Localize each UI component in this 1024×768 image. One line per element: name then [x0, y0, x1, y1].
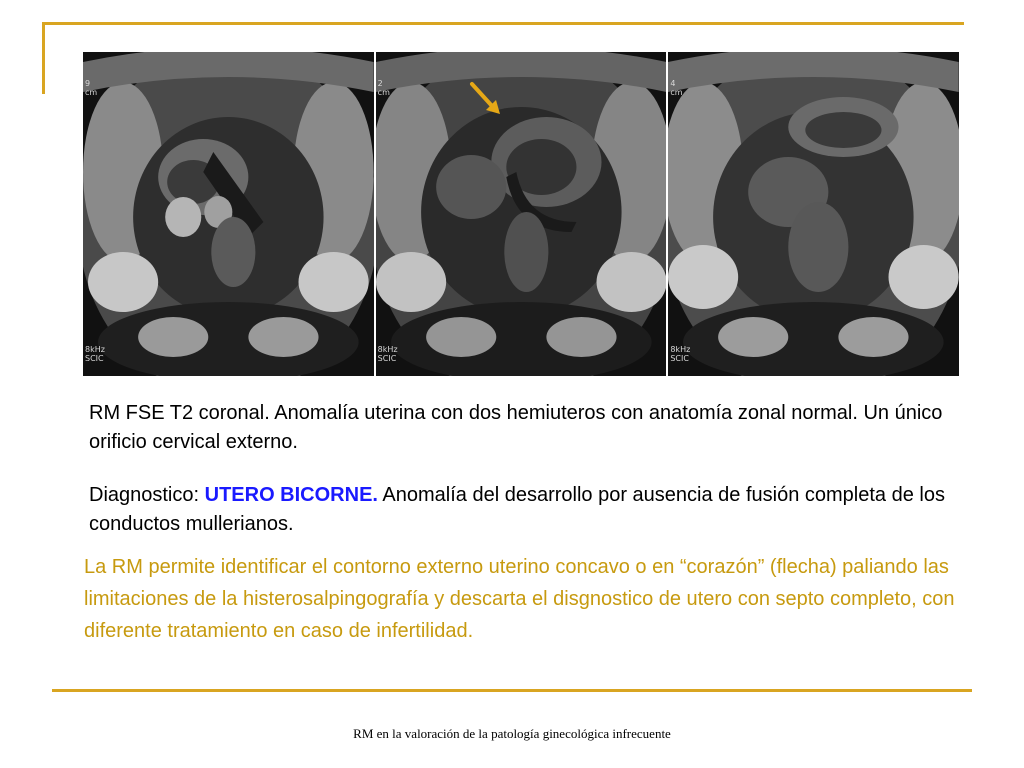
slide-footer: RM en la valoración de la patología ginecológica infrecuente [353, 726, 671, 741]
diagnosis-suffix: Anomalía del desarrollo por ausencia de fusión completa de los conductos mullerianos. [89, 484, 945, 535]
diagnosis-prefix: Diagnostico: [89, 484, 205, 506]
diagnosis-term: UTERO BICORNE. [204, 484, 378, 506]
panel-1-bottom-tag: 8kHz SCIC [85, 345, 105, 363]
mri-scan-2 [376, 52, 667, 376]
mri-panel-3 [668, 52, 959, 376]
panel-3-bottom-tag: 8kHz SCIC [670, 345, 691, 363]
bottom-rule [52, 689, 972, 692]
mri-image-strip [83, 52, 959, 376]
rm-note: La RM permite identificar el contorno externo uterino concavo o en “corazón” (flecha) paliando las limitaciones de la histerosalpingografía y descarta el disgnostico de utero con septo completo, con diferente tratamiento en caso de infertilidad. [84, 556, 955, 642]
mri-panel-1 [83, 52, 374, 376]
panel-2-bottom-tag: 8kHz SCIC [377, 345, 398, 363]
mri-scan-3 [668, 52, 959, 376]
arrow-down-right-icon [466, 80, 506, 120]
panel-2-top-tag: 2 cm [377, 79, 390, 97]
left-rule [42, 22, 45, 94]
caption-diagnosis [89, 481, 949, 539]
panel-1-top-tag: 9 cm [85, 79, 98, 97]
mri-scan-1 [83, 52, 374, 376]
top-rule [42, 22, 964, 25]
panel-3-top-tag: 4 cm [670, 79, 683, 97]
mri-panel-2 [376, 52, 667, 376]
caption-description: RM FSE T2 coronal. Anomalía uterina con dos hemiuteros con anatomía zonal normal. Un único orificio cervical externo. [89, 402, 943, 453]
